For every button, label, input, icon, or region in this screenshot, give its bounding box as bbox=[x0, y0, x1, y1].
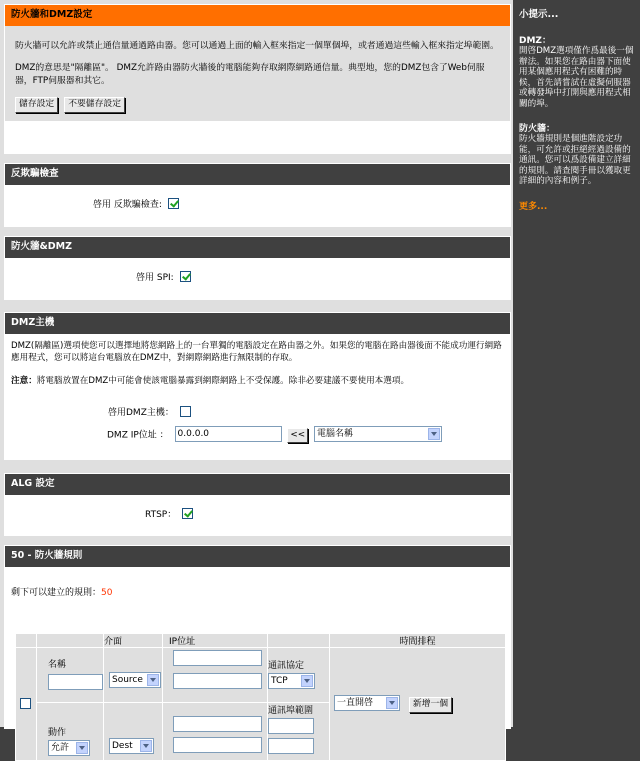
protocol-label: 通訊協定 bbox=[268, 661, 305, 671]
firewall-title: 防火牆&DMZ bbox=[5, 237, 510, 258]
dmz-host-description: DMZ(隔離區)選項使您可以選擇地將您網路上的一台單獨的電腦設定在路由器之外。如果您的電腦在路由器後面不能成功運行網路應用程式，您可以將這台電腦放在DMZ中，對網際網路進行無限制的存取。 bbox=[11, 341, 502, 363]
chevron-down-icon bbox=[76, 742, 88, 754]
dmz-hint-heading: DMZ： bbox=[519, 36, 551, 46]
spi-label: 啓用 SPI: bbox=[136, 273, 174, 283]
firewall-hint-heading: 防火牆： bbox=[519, 124, 556, 134]
copy-ip-button[interactable]: << bbox=[287, 428, 308, 443]
rule-enable-checkbox[interactable] bbox=[20, 698, 31, 709]
rule-name-input[interactable] bbox=[48, 674, 103, 690]
antispoof-title: 反欺騙檢查 bbox=[5, 164, 510, 185]
protocol-select[interactable] bbox=[268, 673, 315, 689]
firewall-section bbox=[4, 236, 511, 300]
dest-interface-value: Dest bbox=[112, 741, 133, 751]
remaining-rules-label: 剩下可以建立的規則： bbox=[11, 588, 102, 598]
rtsp-label: RTSP： bbox=[145, 510, 177, 520]
note-label: 注意： bbox=[11, 376, 37, 386]
alg-section bbox=[4, 473, 511, 536]
dmz-hint-text: 開啓DMZ選項僅作爲最後一個辦法。如果您在路由器下面使用某個應用程式有困難的時候，首先請嘗試在虛擬伺服器或轉發埠中打開與應用程式相關的埠。 bbox=[519, 46, 634, 109]
dmz-note: 將電腦放置在DMZ中可能會使該電腦暴露到網際網路上不受保護。除非必要建議不要使用本選項。 bbox=[36, 376, 410, 386]
source-interface-select[interactable] bbox=[109, 672, 161, 688]
source-ip-start-input[interactable] bbox=[173, 650, 262, 666]
dmz-enable-label: 啓用DMZ主機： bbox=[108, 408, 174, 418]
action-select[interactable] bbox=[48, 740, 90, 756]
computer-name-select[interactable] bbox=[314, 426, 442, 442]
dmz-ip-input[interactable]: 0.0.0.0 bbox=[175, 426, 282, 442]
dest-ip-start-input[interactable] bbox=[173, 716, 262, 732]
action-value: 允許 bbox=[51, 743, 70, 753]
firewall-rules-title: 50 - 防火牆規則 bbox=[5, 546, 510, 567]
col-interface-header: 介面 bbox=[104, 634, 163, 648]
port-end-input[interactable] bbox=[268, 738, 314, 754]
hints-sidebar bbox=[513, 0, 640, 727]
dmz-description: DMZ的意思是"隔離區"。 DMZ允許路由器防火牆後的電腦能夠存取網際網路通信量。典型地，您的DMZ包含了Web伺服器，FTP伺服器和其它。 bbox=[15, 63, 485, 86]
hints-title: 小提示... bbox=[519, 9, 559, 20]
source-ip-end-input[interactable] bbox=[173, 673, 262, 689]
intro-section bbox=[4, 4, 511, 154]
intro-description: 防火牆可以允許或禁止通信量通過路由器。您可以通過上面的輸入框來指定一個單個埠，或者通過這些輸入框來指定埠範圍。 bbox=[15, 41, 499, 51]
dmz-host-title: DMZ主機 bbox=[5, 313, 510, 334]
port-start-input[interactable] bbox=[268, 718, 314, 734]
rule-name-label: 名稱 bbox=[48, 660, 67, 670]
more-link[interactable]: 更多... bbox=[519, 201, 548, 212]
antispoof-section bbox=[4, 163, 511, 227]
rules-table bbox=[15, 633, 506, 761]
firewall-hint-text: 防火牆規則是個進階設定功能，可允許或拒絕經過設備的通訊。您可以爲設備建立詳細的規則。請查閱手冊以獲取更詳細的內容和例子。 bbox=[519, 134, 631, 186]
spi-checkbox[interactable] bbox=[180, 271, 191, 282]
alg-title: ALG 設定 bbox=[5, 474, 510, 495]
rtsp-checkbox[interactable] bbox=[182, 508, 193, 519]
antispoof-checkbox[interactable] bbox=[168, 198, 179, 209]
col-schedule-header: 時間排程 bbox=[330, 634, 506, 648]
add-rule-button[interactable]: 新增一個 bbox=[409, 697, 452, 713]
port-range-label: 通訊埠範圍 bbox=[268, 706, 314, 716]
schedule-select[interactable] bbox=[334, 695, 400, 711]
dmz-host-section bbox=[4, 312, 511, 460]
source-interface-value: Source bbox=[112, 675, 143, 685]
schedule-value: 一直開啓 bbox=[337, 698, 374, 709]
firewall-rules-section bbox=[4, 545, 511, 753]
dmz-enable-checkbox[interactable] bbox=[180, 406, 191, 417]
remaining-rules-value: 50 bbox=[101, 588, 113, 598]
dmz-ip-label: DMZ IP位址 ： bbox=[107, 430, 169, 441]
chevron-down-icon bbox=[301, 675, 313, 687]
antispoof-label: 啓用 反欺騙檢查: bbox=[93, 200, 162, 210]
intro-title: 防火牆和DMZ設定 bbox=[5, 5, 510, 26]
chevron-down-icon bbox=[428, 428, 440, 440]
dont-save-button[interactable]: 不要儲存設定 bbox=[64, 97, 125, 113]
protocol-value: TCP bbox=[271, 676, 288, 686]
chevron-down-icon bbox=[386, 697, 398, 709]
chevron-down-icon bbox=[140, 740, 152, 752]
dest-interface-select[interactable] bbox=[109, 738, 154, 754]
save-settings-button[interactable]: 儲存設定 bbox=[15, 97, 58, 113]
chevron-down-icon bbox=[147, 674, 159, 686]
computer-name-select-value: 電腦名稱 bbox=[317, 429, 354, 439]
action-label: 動作 bbox=[48, 728, 67, 738]
col-ip-header: IP位址 bbox=[163, 634, 268, 648]
dest-ip-end-input[interactable] bbox=[173, 737, 262, 753]
